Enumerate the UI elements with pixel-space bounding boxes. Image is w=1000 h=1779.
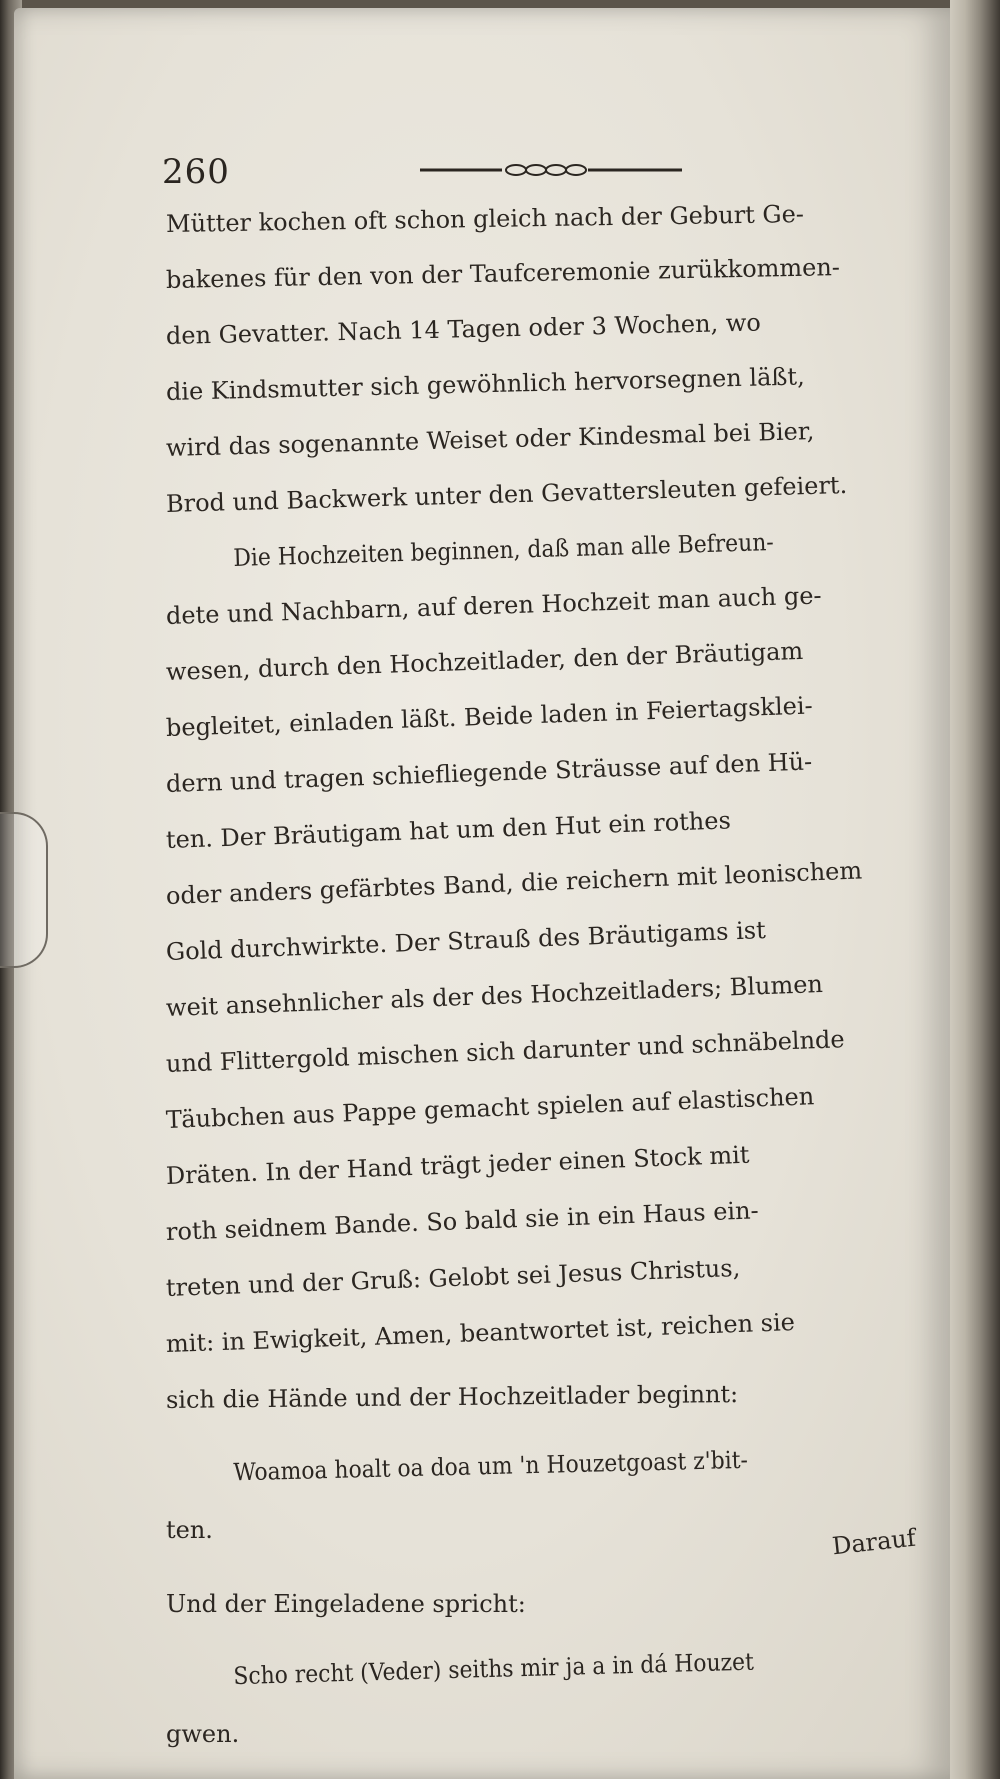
- text-line: wesen, durch den Hochzeitlader, den der Bräutigam: [165, 636, 804, 686]
- dialect-quote-line: ten.: [166, 1516, 213, 1544]
- body-text: [166, 196, 934, 1762]
- text-line: wird das sogenannte Weiset oder Kindesmal bei Bier,: [165, 417, 815, 462]
- text-line: oder anders gefärbtes Band, die reichern mit leonischem: [165, 856, 863, 910]
- text-line: den Gevatter. Nach 14 Tagen oder 3 Wochen, wo: [165, 308, 762, 350]
- dialect-quote-line: gwen.: [166, 1720, 240, 1748]
- page-number: 260: [162, 152, 230, 192]
- text-line: sich die Hände und der Hochzeitlader beginnt:: [165, 1380, 739, 1414]
- page-stack-edge-right: [950, 0, 1000, 1779]
- text-line: treten und der Gruß: Gelobt sei Jesus Christus,: [165, 1253, 741, 1302]
- text-line: Brod und Backwerk unter den Gevattersleuten gefeiert.: [165, 470, 848, 518]
- text-line: bakenes für den von der Taufceremonie zurükkommen-: [165, 253, 841, 294]
- dialect-quote-line: Woamoa hoalt oa doa um 'n Houzetgoast z'bit-: [233, 1445, 749, 1487]
- text-line: Gold durchwirkte. Der Strauß des Bräutigams ist: [165, 916, 767, 966]
- text-line: Mütter kochen oft schon gleich nach der Geburt Ge-: [165, 199, 805, 238]
- header-ornament-rule: [420, 162, 682, 178]
- text-line: mit: in Ewigkeit, Amen, beantwortet ist, reichen sie: [165, 1308, 796, 1358]
- text-line: weit ansehnlicher als der des Hochzeitladers; Blumen: [165, 969, 824, 1022]
- text-line: dete und Nachbarn, auf deren Hochzeit man auch ge-: [165, 581, 822, 630]
- text-line: ten. Der Bräutigam hat um den Hut ein rothes: [165, 806, 732, 854]
- clip-mark: [0, 812, 48, 968]
- catchword: Darauf: [830, 1523, 917, 1561]
- text-line: Die Hochzeiten beginnen, daß man alle Befreun-: [232, 527, 775, 572]
- text-line: roth seidnem Bande. So bald sie in ein Haus ein-: [165, 1196, 760, 1246]
- text-line: Und der Eingeladene spricht:: [166, 1590, 526, 1618]
- text-line: dern und tragen schiefliegende Sträusse auf den Hü-: [165, 747, 813, 798]
- text-line: Täubchen aus Pappe gemacht spielen auf elastischen: [165, 1082, 815, 1134]
- text-line: begleitet, einladen läßt. Beide laden in Feiertagsklei-: [165, 691, 814, 742]
- text-line: Dräten. In der Hand trägt jeder einen Stock mit: [165, 1140, 750, 1190]
- dialect-quote-line: Scho recht (Veder) seiths mir ja a in dá Houzet: [232, 1647, 755, 1691]
- text-line: und Flittergold mischen sich darunter und schnäbelnde: [165, 1025, 846, 1078]
- text-line: die Kindsmutter sich gewöhnlich hervorsegnen läßt,: [165, 362, 805, 406]
